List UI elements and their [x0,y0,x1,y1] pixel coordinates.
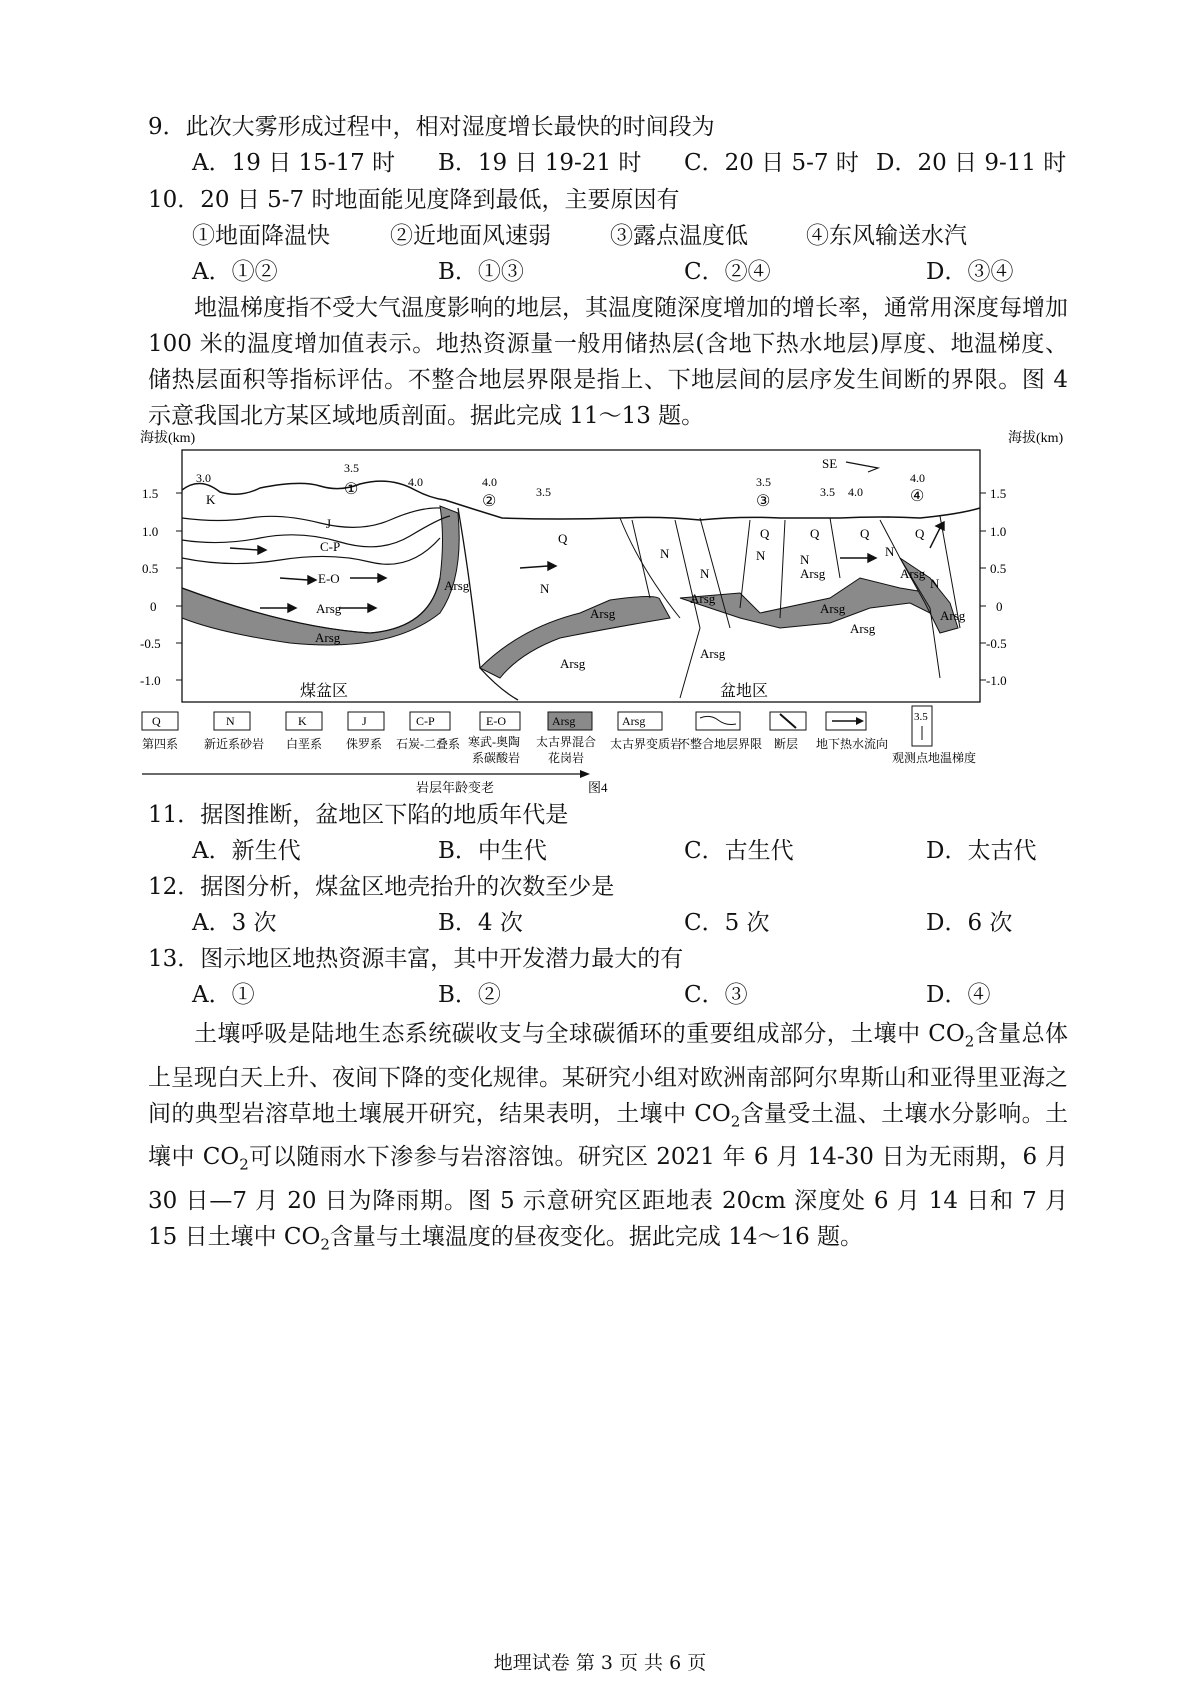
q11-option-d[interactable]: D．太古代 [926,838,1037,864]
y-tick-left: 0.5 [142,561,159,576]
q12-stem: 12．据图分析，煤盆区地壳抬升的次数至少是 [148,874,615,900]
legend-label-line2: 系碳酸岩 [472,751,521,765]
legend-label: 地下热水流向 [816,737,889,751]
q13-option-a[interactable]: A．① [192,982,255,1008]
gradient-value: 3.5 [820,485,835,499]
legend-box-text: C-P [416,714,435,728]
stratum-label: Arsg [800,566,826,581]
q11-option-b[interactable]: B．中生代 [438,838,547,864]
q10-option-d[interactable]: D．③④ [926,259,1014,285]
co2-subscript: 2 [320,1235,330,1254]
y-tick-right: -1.0 [986,673,1007,688]
direction-label: SE [822,456,838,471]
legend-label: 观测点地温梯度 [892,751,977,765]
legend-box-text: N [226,714,235,728]
fault-line [830,518,840,578]
stratum-label: Q [915,526,925,541]
site-marker-1: ① [344,481,359,498]
stratum-label: Arsg [700,646,726,661]
legend-item [142,712,178,751]
q12-option-a[interactable]: A．3 次 [192,910,277,936]
stratum-label: Arsg [444,578,470,593]
legend-item [204,712,264,751]
legend-label: 断层 [774,737,799,751]
stratum-label: Arsg [820,601,846,616]
stratum-label: N [700,566,710,581]
legend-box-text: Q [152,714,161,728]
q10-stem: 10．20 日 5-7 时地面能见度降到最低，主要原因有 [148,187,680,213]
legend-item [816,712,888,751]
y-tick-right: 1.5 [990,486,1007,501]
q12-option-d[interactable]: D．6 次 [926,910,1013,936]
legend-label: 太古界变质岩 [610,737,683,751]
legend-item [678,712,762,751]
granite-layer-basin-right [680,578,940,628]
stratum-label: J [326,516,332,531]
q10-option-a[interactable]: A．①② [192,259,278,285]
gradient-value: 3.5 [536,485,551,499]
legend-box-text: J [362,714,367,728]
legend-label: 白垩系 [286,737,323,751]
y-tick-left: 0 [150,599,157,614]
legend-label: 新近系砂岩 [204,737,265,751]
region-label-basin: 盆地区 [720,683,769,700]
y-tick-left: 1.0 [142,524,159,539]
site-marker-3: ③ [756,493,771,510]
q13-option-c[interactable]: C．③ [684,982,748,1008]
passage2-part: 含量与土壤温度的昼夜变化。据此完成 14～16 题。 [329,1223,864,1250]
stratum-label: Arsg [940,608,966,623]
q12-option-b[interactable]: B．4 次 [438,910,523,936]
stratum-label: Arsg [900,566,926,581]
gradient-value: 3.5 [756,475,771,489]
q11-option-a[interactable]: A．新生代 [192,838,301,864]
stratum-label: E-O [318,571,340,586]
legend [142,706,976,765]
fault-line [632,520,650,598]
site-marker-2: ② [482,493,497,510]
q9-option-d[interactable]: D．20 日 9-11 时 [876,150,1067,176]
fault-line [780,520,785,618]
y-tick-right: -0.5 [986,636,1007,651]
passage2-part: 土壤呼吸是陆地生态系统碳收支与全球碳循环的重要组成部分，土壤中 CO [194,1021,965,1047]
gradient-values [196,461,925,499]
figure-caption: 图4 [588,780,608,795]
co2-subscript: 2 [730,1112,741,1131]
legend-box-text: Arsg [552,714,576,728]
q13-option-b[interactable]: B．② [438,982,501,1008]
legend-box-text: 3.5 [914,711,928,723]
stratum-label: C-P [320,539,341,554]
q10-option-c[interactable]: C．②④ [684,259,771,285]
y-tick-left: -0.5 [140,636,161,651]
y-tick-right: 0.5 [990,561,1007,576]
gradient-value: 4.0 [482,475,497,489]
stratum-label: Q [760,526,770,541]
y-tick-right: 0 [996,599,1003,614]
stratum-label: Q [810,526,820,541]
co2-subscript: 2 [239,1155,249,1174]
page-footer: 地理试卷 第 3 页 共 6 页 [493,1652,707,1674]
stratum-label: N [885,544,895,559]
stratum-label: N [660,546,670,561]
stratum-label: Arsg [690,591,716,606]
site-markers [344,481,924,510]
gradient-value: 4.0 [408,475,423,489]
q9-option-a[interactable]: A．19 日 15-17 时 [192,150,396,176]
legend-item [396,712,460,751]
y-tick-left: 1.5 [142,486,159,501]
stratum-label: Arsg [560,656,586,671]
legend-label: 寒武-奥陶 [468,735,520,749]
site-marker-4: ④ [910,488,925,505]
y-ticks-left [140,486,182,688]
legend-item [610,712,682,751]
passage2-part: 含量总体上呈现白天上升、夜间下降的变化规律。某研究小组对欧洲南部阿尔卑斯山和亚得里亚海之间的典型岩溶草地土壤展开研究，结果表明，土壤中 CO [148,1021,1069,1127]
legend-item [346,712,384,751]
age-arrow-icon [580,770,590,778]
gradient-value: 4.0 [848,485,863,499]
legend-item [286,712,322,751]
q10-item-3: ③露点温度低 [610,223,748,249]
legend-label: 太古界混合 [536,735,597,749]
stratum-label: Q [860,526,870,541]
geologic-cross-section-figure [140,428,1080,800]
q10-option-b[interactable]: B．①③ [438,259,524,285]
fault-line [740,520,750,608]
stratum-label: Arsg [316,601,342,616]
region-label-coal-basin: 煤盆区 [300,683,349,700]
co2-subscript: 2 [964,1032,975,1051]
passage-soil-respiration [148,1016,1068,1262]
stratum-label: Arsg [590,606,616,621]
q9-option-c[interactable]: C．20 日 5-7 时 [684,150,859,176]
legend-label: 不整合地层界限 [678,737,763,751]
q11-option-c[interactable]: C．古生代 [684,838,794,864]
stratum-label: Arsg [850,621,876,636]
q10-item-1: ①地面降温快 [192,223,330,249]
q10-item-2: ②近地面风速弱 [390,223,551,249]
gradient-value: 3.5 [344,461,359,475]
legend-box-text: E-O [486,714,506,728]
q13-option-d[interactable]: D．④ [926,982,991,1008]
legend-item [536,712,596,765]
passage2-part: 可以随雨水下渗参与岩溶溶蚀。研究区 2021 年 6 月 14-30 日为无雨期，6 月 30 日—7 月 20 日为降雨期。图 5 示意研究区距地表 20cm 深度处 6 月 14 日和 7 月 15 日土壤中 CO [148,1144,1068,1250]
y-axis-left-title: 海拔(km) [140,431,196,446]
age-arrow-label: 岩层年龄变老 [416,780,495,795]
stratum-label: N [756,548,766,563]
legend-item [468,712,520,765]
fault-line [675,520,700,698]
stratum-label: N [930,576,940,591]
y-axis-right-title: 海拔(km) [1008,431,1064,446]
stratum-label: K [206,492,216,507]
legend-box-text: K [298,714,307,728]
y-tick-left: -1.0 [140,673,161,688]
unconformity-line [182,508,440,527]
direction-arrow-icon [846,462,878,472]
y-tick-right: 1.0 [990,524,1007,539]
stratum-label: Arsg [315,630,341,645]
q12-option-c[interactable]: C．5 次 [684,910,770,936]
legend-item [892,706,976,765]
gradient-value: 3.0 [196,471,211,485]
legend-label: 侏罗系 [346,737,383,751]
q13-stem: 13．图示地区地热资源丰富，其中开发潜力最大的有 [148,946,684,972]
stratum-label: Q [558,531,568,546]
legend-label-line2: 花岗岩 [548,751,585,765]
passage-geothermal: 地温梯度指不受大气温度影响的地层，其温度随深度增加的增长率，通常用深度每增加 100 米的温度增加值表示。地热资源量一般用储热层(含地下热水地层)厚度、地温梯度、储热层面积等指标评估。不整合地层界限是指上、下地层间的层序发生间断的界限。图 4 示意我国北方某区域地质剖面。据此完成 11～13 题。 [148,295,1068,429]
legend-label: 石炭-二叠系 [396,737,460,751]
y-ticks-right [980,486,1007,688]
gradient-value: 4.0 [910,471,925,485]
legend-label: 第四系 [142,737,179,751]
q9-option-b[interactable]: B．19 日 19-21 时 [438,150,642,176]
q10-item-4: ④东风输送水汽 [806,223,967,249]
q11-stem: 11．据图推断，盆地区下陷的地质年代是 [148,802,569,828]
stratum-label: N [540,581,550,596]
passage2-part: 含量受土温、土壤水分影响。土壤中 CO [148,1100,1069,1171]
legend-box-text: Arsg [622,714,646,728]
q9-stem: 9．此次大雾形成过程中，相对湿度增长最快的时间段为 [148,114,715,140]
stratum-label: N [800,552,810,567]
legend-item [770,712,806,751]
